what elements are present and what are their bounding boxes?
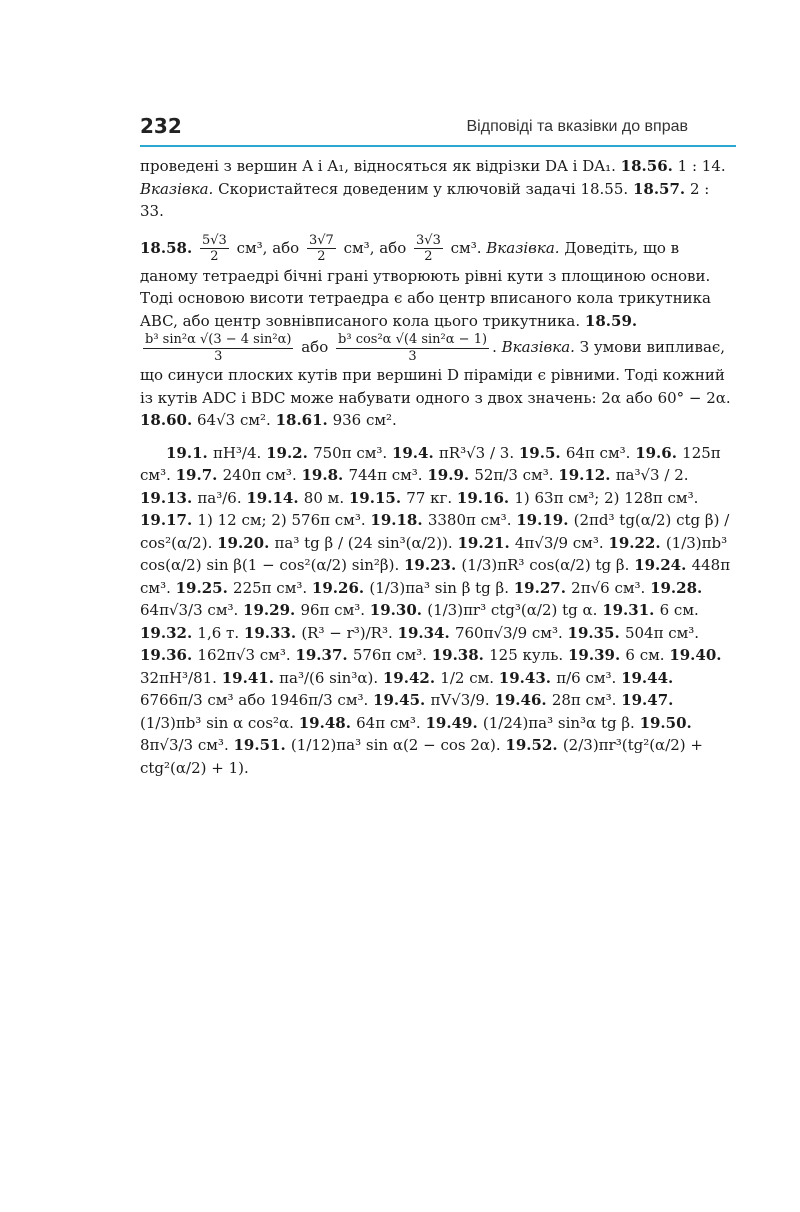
answer-number: 19.21. [457, 533, 515, 552]
answer-value: 64π√3/3 см³. [140, 601, 244, 620]
answer-number: 19.16. [456, 488, 515, 507]
answer-value: 225π см³. [233, 578, 312, 597]
answer [349, 489, 457, 507]
fraction [143, 332, 293, 364]
answer [140, 646, 295, 664]
answer [301, 466, 427, 484]
answer-number: 19.25. [175, 578, 234, 597]
answer-value: πH³/4. [212, 443, 267, 462]
answer [494, 691, 621, 709]
answer-value: 6766π/3 см³ або 1946π/3 см³. [140, 691, 374, 710]
answer [514, 579, 650, 597]
answer-number: 19.50. [639, 713, 692, 732]
answer-number: 19.30. [369, 601, 428, 620]
answer-value: πa³ tg β / (24 sin³(α/2)). [274, 533, 458, 552]
answer [404, 556, 634, 574]
paragraph-18-55 [140, 155, 736, 223]
denominator: 2 [424, 249, 433, 265]
numerator: 5√3 [201, 232, 227, 248]
text: Скористайтеся доведеним у ключовій задачі 18.55. [218, 179, 629, 198]
answer [166, 444, 266, 462]
answer-number: 18.57. [632, 179, 686, 198]
answer-value: 2 : 33. [140, 179, 710, 220]
hint-label: Вказівка. [501, 338, 575, 357]
answer-number: 19.26. [311, 578, 370, 597]
answer-number: 19.12. [558, 466, 616, 485]
answer [398, 624, 568, 642]
answer-number: 19.40. [669, 646, 722, 665]
answer-number: 19.28. [650, 578, 703, 597]
header-rule [140, 145, 736, 147]
fraction [414, 233, 443, 265]
answer-value: 64π см³. [565, 443, 636, 462]
answer [370, 511, 516, 529]
hint-label: Вказівка. [140, 179, 214, 198]
answer-value: (1/3)πr³ ctg³(α/2) tg α. [427, 601, 603, 620]
answer-value: 28π см³. [551, 691, 622, 710]
answers-text [140, 155, 736, 779]
numerator: b³ sin²α √(3 − 4 sin²α) [145, 332, 292, 348]
answer-value: (1/3)πb³ cos(α/2) sin β(1 − cos²(α/2) sin²β). [140, 533, 728, 575]
answer-number: 19.17. [140, 511, 198, 530]
answer [266, 444, 392, 462]
answer-value: πa³/(6 sin³α). [279, 668, 383, 687]
answer-value: πa³/6. [197, 488, 247, 507]
answer-value: (2πd³ tg(α/2) ctg β) / cos²(α/2). [140, 511, 730, 552]
answer-value: πa³√3 / 2. [615, 466, 689, 485]
answer [222, 669, 383, 687]
answer-number: 18.58. [140, 238, 193, 257]
answer-number: 19.2. [266, 443, 314, 462]
answer-value: 32πH³/81. [140, 668, 222, 687]
answer [246, 489, 348, 507]
answer [312, 579, 514, 597]
answer [373, 691, 494, 709]
answer-number: 19.41. [221, 668, 280, 687]
answer [457, 534, 608, 552]
answer [295, 646, 431, 664]
answer-number: 19.18. [370, 511, 428, 530]
answer [568, 646, 669, 664]
answer-number: 19.8. [301, 466, 349, 485]
answer [519, 444, 635, 462]
answer-value: 936 см². [332, 411, 397, 430]
answer-number: 19.46. [494, 691, 552, 710]
answer [176, 579, 312, 597]
answer-number: 19.35. [567, 623, 625, 642]
section-19-answers [140, 442, 736, 780]
page-number: 232 [140, 114, 182, 138]
answer-value: 96π см³. [300, 601, 370, 620]
answer [217, 534, 457, 552]
answer-value: 3380π см³. [427, 511, 517, 530]
answer [457, 489, 698, 507]
answer-value: 448π см³. [140, 556, 731, 597]
answer-value: 1 : 14. [677, 157, 726, 175]
answer-value: 750π см³. [313, 443, 392, 462]
answer-value: 2π√6 см³. [571, 578, 651, 597]
answer-value: 744π см³. [348, 466, 428, 485]
answer-number: 19.31. [602, 601, 660, 620]
answer-number: 18.59. [584, 311, 638, 330]
answer-value: 6 см. [625, 646, 670, 665]
answer-number: 19.5. [518, 443, 566, 462]
answer-value: 125π см³. [140, 443, 721, 485]
answer-number: 19.9. [427, 466, 475, 485]
answer-number: 19.34. [397, 623, 455, 642]
paragraph-18-58: 18.58. $\frac{5√3}{2}$ см³, або $\frac{3√7}{2}$ см³, або $\frac{3√3}{2}$ см³. Вказівка. Доведіть, що в даному тетраедрі бічні грані утворюють рівні кути з площиною основи. Тоді основою висоти тетраедра є або центр вписаного кола трикутника ABC, або центр зовнівписаного кола цього трикутника. 18.59. $\frac{\text{b³ sin²α √(3 − 4 sin²α)}}{3}$ або $\frac{\text{b³ cos²α √(4 sin²α − 1)}}{3}$ . Вказівка. З умови випливає, що синуси плоских кутів при вершині D піраміди є рівними. Тоді кожний із кутів ADC і BDC може набувати одного з двох значень: 2α або 60° − 2α. 18.60. 64√3 см². 18.61. 936 см². [140, 232, 731, 430]
answer-number: 19.49. [425, 713, 483, 732]
numerator: b³ cos²α √(4 sin²α − 1) [338, 332, 488, 348]
answer-number: 19.27. [513, 578, 572, 597]
numerator: 3√3 [416, 232, 441, 248]
answer-value: 8π√3/3 см³. [140, 736, 234, 755]
hint-label: Вказівка. [486, 238, 560, 257]
answer-number: 19.42. [382, 668, 441, 687]
answer-number: 19.14. [246, 488, 304, 507]
denominator: 3 [408, 348, 417, 364]
answer-number: 19.47. [621, 691, 674, 710]
answer-number: 19.24. [634, 556, 692, 575]
answer-value: 64√3 см². [196, 411, 271, 430]
answer [392, 444, 519, 462]
answer-value: 80 м. [303, 488, 349, 507]
answer [558, 466, 688, 484]
answer [432, 646, 568, 664]
fraction [200, 233, 229, 265]
answer [244, 624, 398, 642]
answer [243, 601, 370, 619]
answer-number: 19.20. [217, 533, 275, 552]
answer [383, 669, 499, 687]
answer-value: 64π см³. [356, 713, 426, 732]
answer-value: (1/3)πa³ sin β tg β. [369, 578, 514, 597]
answer-number: 19.44. [621, 668, 674, 687]
answer-number: 19.51. [233, 736, 291, 755]
answer-number: 19.38. [431, 646, 490, 665]
answer-value: 1) 12 см; [197, 511, 272, 530]
answer-value: 6 см. [659, 601, 699, 620]
answer-number: 19.36. [140, 646, 198, 665]
text: проведені з вершин A і A₁, відносяться як відрізки DA і DA₁. [140, 157, 616, 175]
answer [140, 489, 246, 507]
unit: см³. [450, 238, 482, 257]
fraction [307, 233, 336, 265]
answer-value: 162π√3 см³. [197, 646, 296, 665]
answer-value: 1) 63π см³; 2) 128π см³. [514, 488, 699, 507]
answer-value: 52π/3 см³. [474, 466, 559, 485]
running-title: Відповіді та вказівки до вправ [466, 118, 688, 135]
denominator: 3 [214, 348, 223, 364]
answer-value: 1/2 см. [440, 668, 499, 687]
answer-value: 1,6 т. [197, 623, 244, 642]
answer-value: (1/12)πa³ sin α(2 − cos 2α). [290, 736, 506, 755]
text: Доведіть, що в даному тетраедрі бічні грані утворюють рівні кути з площиною основи. Тоді основою висоти тетраедра є або центр вписаного кола трикутника ABC, або центр зовнівписаного кола цього трикутника. [140, 238, 711, 330]
answer-value: 4π√3/9 см³. [514, 533, 609, 552]
answer-number: 19.1. [166, 443, 213, 462]
answer-value: πV√3/9. [430, 691, 495, 710]
answer [568, 624, 700, 642]
answer-number: 19.23. [404, 556, 462, 575]
answer-value: (1/3)πb³ sin α cos²α. [140, 713, 299, 732]
answer-value: 77 кг. [406, 488, 457, 507]
answer-value: (2/3)πr³(tg²(α/2) + ctg²(α/2) + 1). [140, 736, 703, 777]
answer [234, 736, 506, 754]
answer-number: 19.32. [140, 623, 198, 642]
answer-value: (R³ − r³)/R³. [301, 623, 398, 642]
unit: см³, або [343, 238, 407, 257]
text: або [301, 338, 329, 357]
answer-value: π/6 см³. [556, 668, 622, 687]
answer-number: 19.19. [516, 511, 574, 530]
denominator: 2 [317, 249, 326, 265]
answer-number: 19.15. [348, 488, 407, 507]
answer-number: 19.13. [140, 488, 198, 507]
answer-number: 19.22. [608, 533, 666, 552]
numerator: 3√7 [309, 232, 334, 248]
answer-value: 125 куль. [489, 646, 568, 665]
text: З умови випливає, що синуси плоских кутів при вершині D піраміди є рівними. Тоді кожний із кутів ADC і BDC може набувати одного з двох значень: 2α або 60° − 2α. [140, 338, 731, 407]
answer [370, 601, 602, 619]
answer-number: 19.39. [567, 646, 626, 665]
answer [176, 466, 302, 484]
answer-number: 19.29. [243, 601, 301, 620]
answer [299, 714, 426, 732]
answer-number: 19.45. [373, 691, 431, 710]
answer-number: 19.52. [505, 736, 563, 755]
answer-value: 504π см³. [624, 623, 700, 642]
answer-number: 19.37. [295, 646, 353, 665]
unit: см³, або [236, 238, 300, 257]
answer-value: (1/3)πR³ cos(α/2) tg β. [461, 556, 635, 575]
fraction [336, 332, 489, 364]
answer: 2) 576π см³. [271, 511, 371, 530]
answer-number: 19.7. [175, 466, 223, 485]
answer-value: 576π см³. [352, 646, 432, 665]
answer-number: 19.43. [498, 668, 557, 687]
answer [427, 466, 558, 484]
answer-number: 18.61. [275, 411, 328, 430]
answer-number: 19.48. [298, 713, 357, 732]
answer-value: 240π см³. [222, 466, 302, 485]
answer-value: πR³√3 / 3. [438, 443, 519, 462]
denominator: 2 [210, 249, 219, 265]
answer [140, 624, 244, 642]
answer [499, 669, 621, 687]
answer-number: 18.60. [140, 411, 193, 430]
answer-value: 760π√3/9 см³. [454, 623, 568, 642]
answer-number: 19.4. [391, 443, 439, 462]
answer [425, 714, 639, 732]
answer-number: 19.33. [243, 623, 302, 642]
answer-number: 18.56. [620, 157, 673, 175]
answer [140, 511, 271, 529]
answer-number: 19.6. [635, 443, 683, 462]
answer-value: (1/24)πa³ sin³α tg β. [482, 713, 640, 732]
page-header [140, 114, 736, 146]
answer [602, 601, 699, 619]
